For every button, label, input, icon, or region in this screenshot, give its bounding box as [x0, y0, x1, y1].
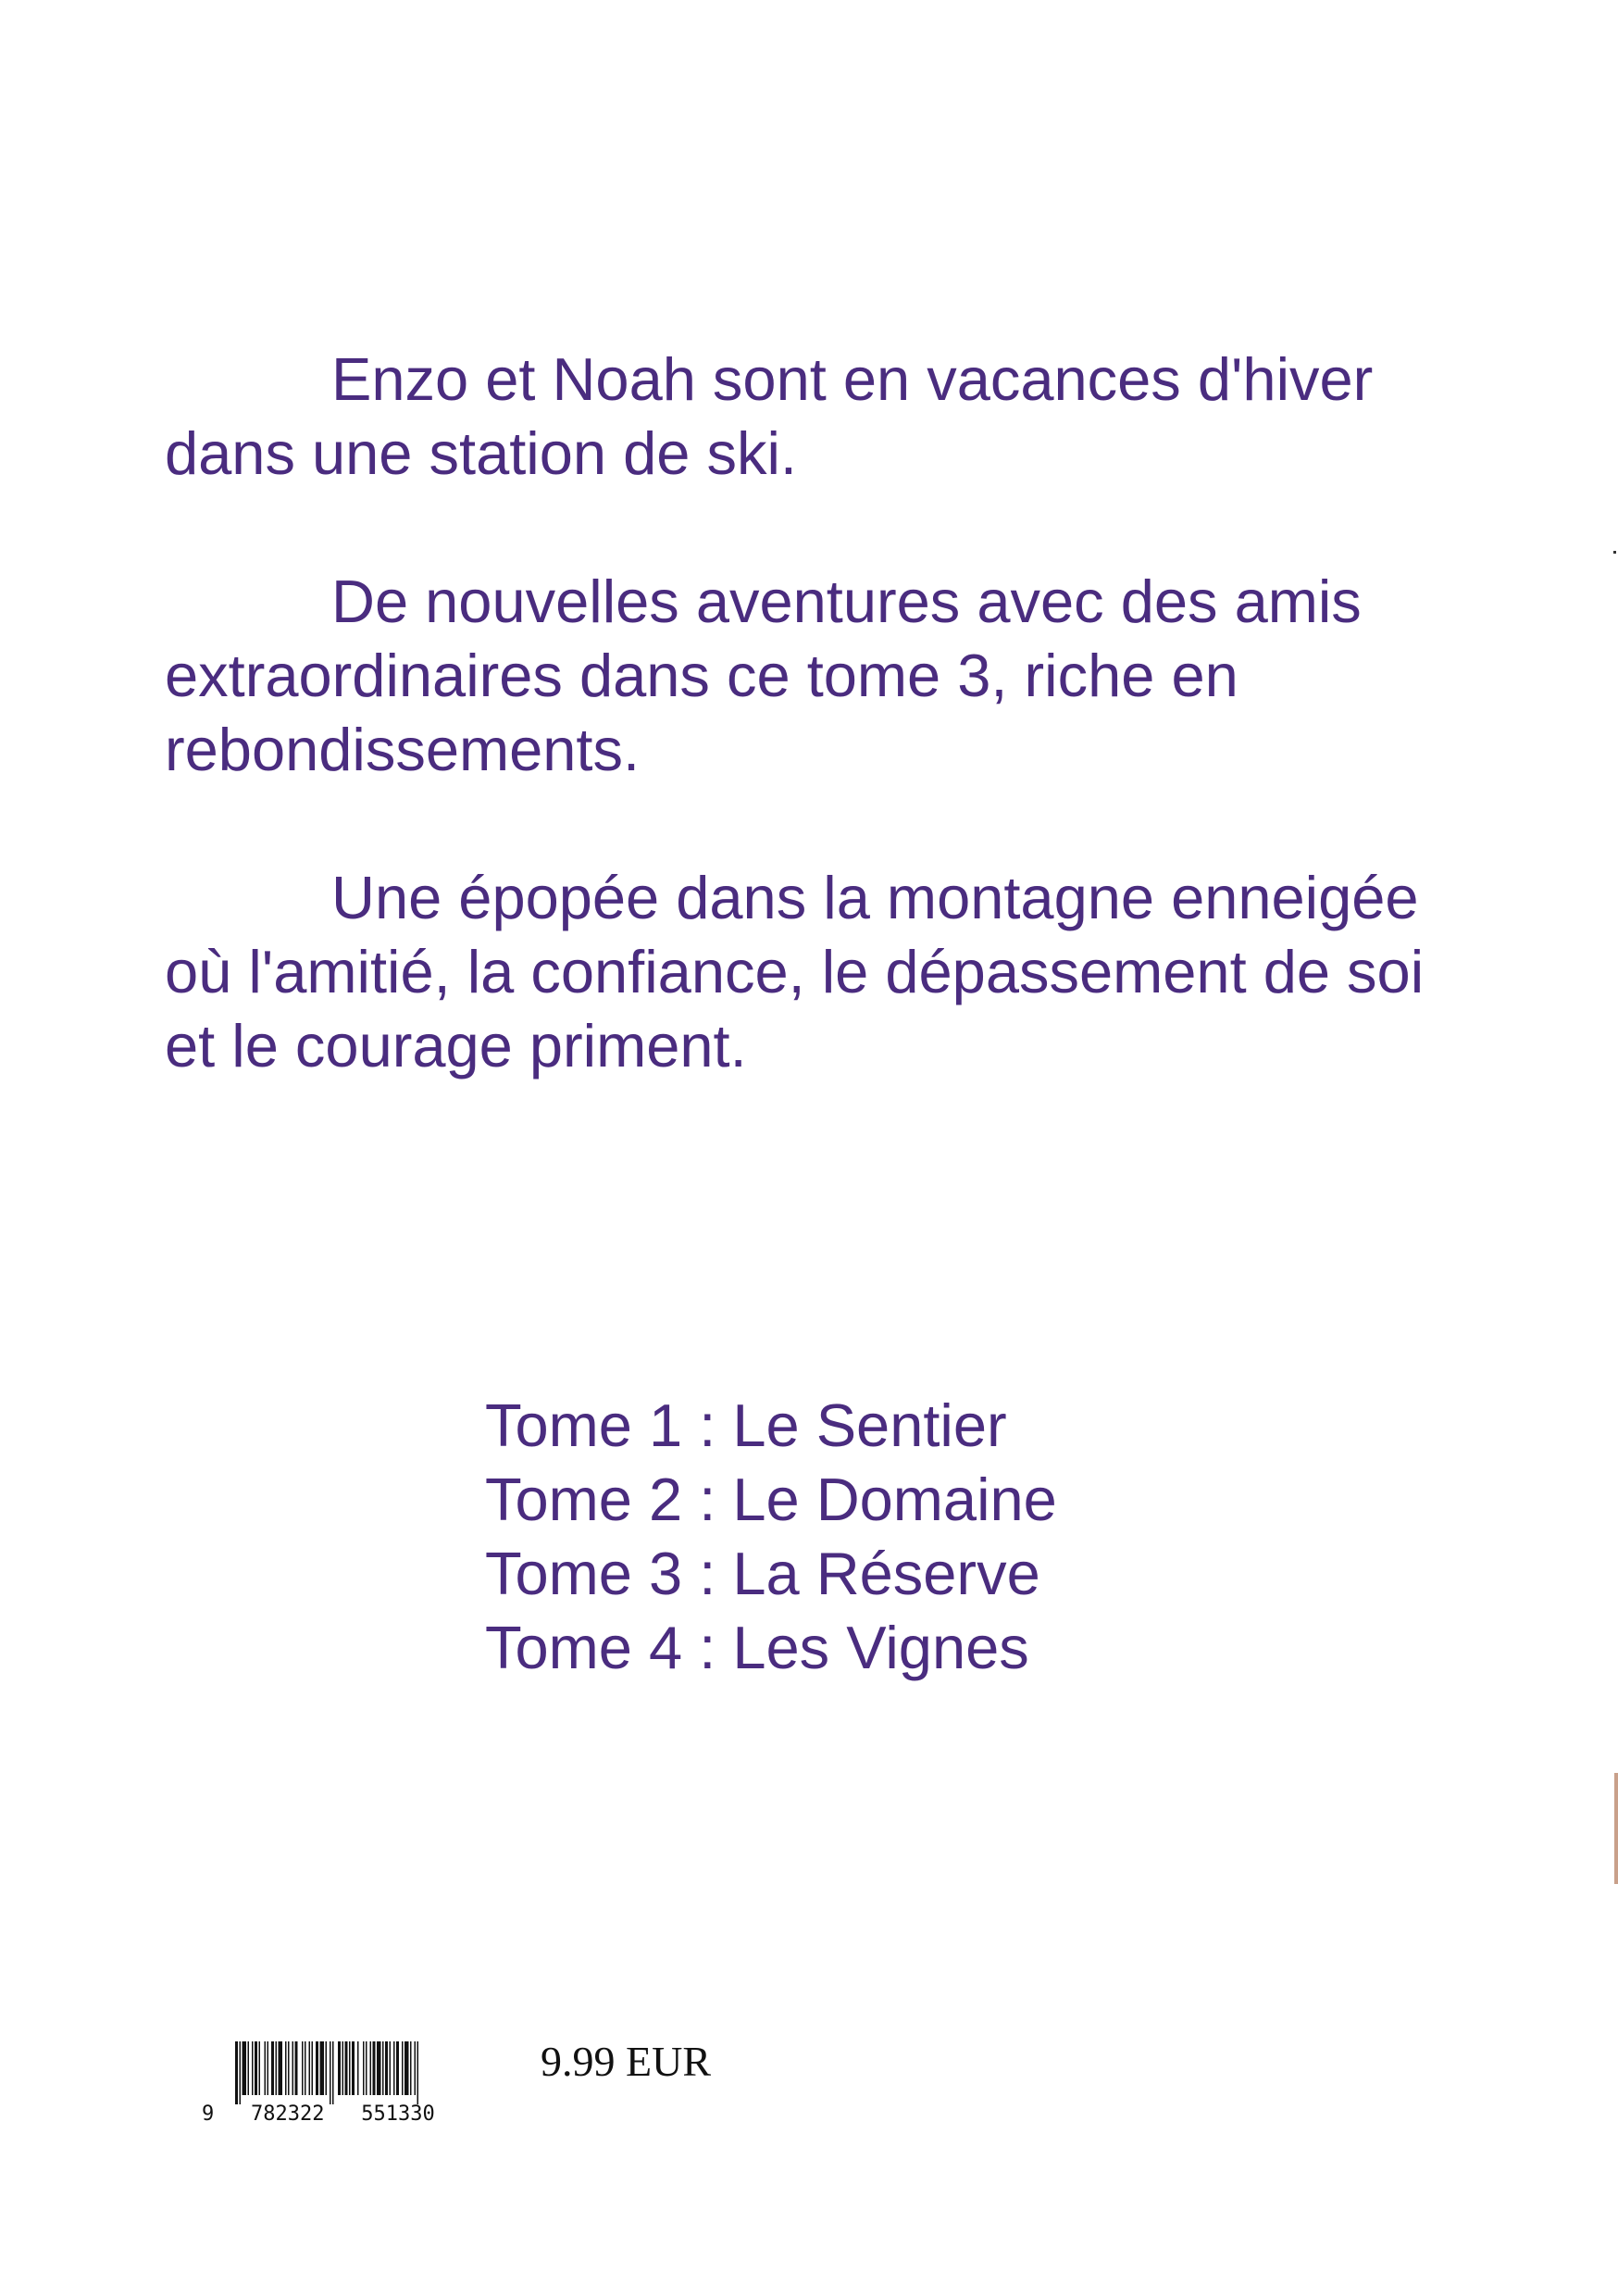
- series-item-tome-1: Tome 1 : Le Sentier: [485, 1391, 1007, 1459]
- barcode-bar: [271, 2041, 274, 2095]
- edge-dot: [1613, 551, 1616, 554]
- barcode-bar: [235, 2041, 238, 2104]
- barcode-bar: [373, 2041, 376, 2095]
- barcode-bar: [255, 2041, 257, 2095]
- barcode-bar: [345, 2041, 348, 2095]
- barcode-bar: [390, 2041, 392, 2095]
- barcode-bar: [292, 2041, 294, 2095]
- barcode-bar: [320, 2041, 325, 2095]
- barcode-bar: [370, 2041, 372, 2095]
- barcode-bar: [385, 2041, 388, 2095]
- barcode-bar: [382, 2041, 384, 2095]
- barcode-bar: [252, 2041, 254, 2095]
- barcode-bar: [363, 2041, 365, 2095]
- barcode-bar: [316, 2041, 318, 2095]
- barcode-bar: [357, 2041, 359, 2095]
- isbn-lead-digit: 9: [202, 2103, 215, 2126]
- barcode-bar: [309, 2041, 311, 2095]
- barcode-bars: [202, 2041, 517, 2104]
- isbn-group-1: 782322: [251, 2103, 325, 2126]
- barcode-bar: [276, 2041, 278, 2095]
- blurb-paragraph-2: De nouvelles aventures avec des amis extraordinaires dans ce tome 3, riche en rebondissements.: [165, 568, 1362, 783]
- barcode-bar: [302, 2041, 304, 2095]
- series-item-tome-3: Tome 3 : La Réserve: [485, 1540, 1040, 1607]
- isbn-barcode: [202, 2041, 517, 2134]
- barcode-bar: [312, 2041, 314, 2095]
- barcode-bar: [396, 2041, 399, 2095]
- barcode-bar: [265, 2041, 267, 2095]
- barcode-bar: [248, 2041, 250, 2095]
- series-item-tome-2: Tome 2 : Le Domaine: [485, 1466, 1057, 1533]
- barcode-bar: [288, 2041, 290, 2095]
- barcode-bar: [240, 2041, 242, 2104]
- isbn-group-2: 551330: [361, 2103, 435, 2126]
- barcode-bar: [268, 2041, 269, 2095]
- barcode-bar: [366, 2041, 367, 2095]
- barcode-bar: [342, 2041, 344, 2095]
- back-cover-blurb: [165, 343, 1461, 1157]
- barcode-bar: [332, 2041, 334, 2104]
- barcode-bar: [349, 2041, 351, 2095]
- blurb-paragraph-1: Enzo et Noah sont en vacances d'hiver dans une station de ski.: [165, 345, 1374, 487]
- barcode-bar: [243, 2041, 247, 2095]
- barcode-bar: [415, 2041, 417, 2095]
- barcode-bar: [305, 2041, 306, 2095]
- barcode-bar: [259, 2041, 261, 2095]
- barcode-bar: [326, 2041, 328, 2095]
- barcode-bar: [352, 2041, 355, 2095]
- barcode-bar: [295, 2041, 298, 2095]
- series-item-tome-4: Tome 4 : Les Vignes: [485, 1614, 1029, 1681]
- barcode-bar: [402, 2041, 404, 2095]
- barcode-bar: [417, 2041, 419, 2104]
- barcode-bar: [393, 2041, 395, 2095]
- barcode-bar: [404, 2041, 409, 2095]
- isbn-digits: [202, 2103, 517, 2126]
- barcode-bar: [279, 2041, 283, 2095]
- barcode-bar: [410, 2041, 412, 2095]
- barcode-bar: [338, 2041, 341, 2095]
- series-list: [485, 1389, 1057, 1685]
- price-label: 9.99 EUR: [541, 2038, 711, 2085]
- blurb-paragraph-3: Une épopée dans la montagne enneigée où l'amitié, la confiance, le dépassement de soi et le courage priment.: [165, 864, 1425, 1079]
- barcode-bar: [330, 2041, 331, 2104]
- edge-color-strip: [1614, 1773, 1618, 1884]
- barcode-bar: [285, 2041, 287, 2095]
- barcode-bar: [377, 2041, 381, 2095]
